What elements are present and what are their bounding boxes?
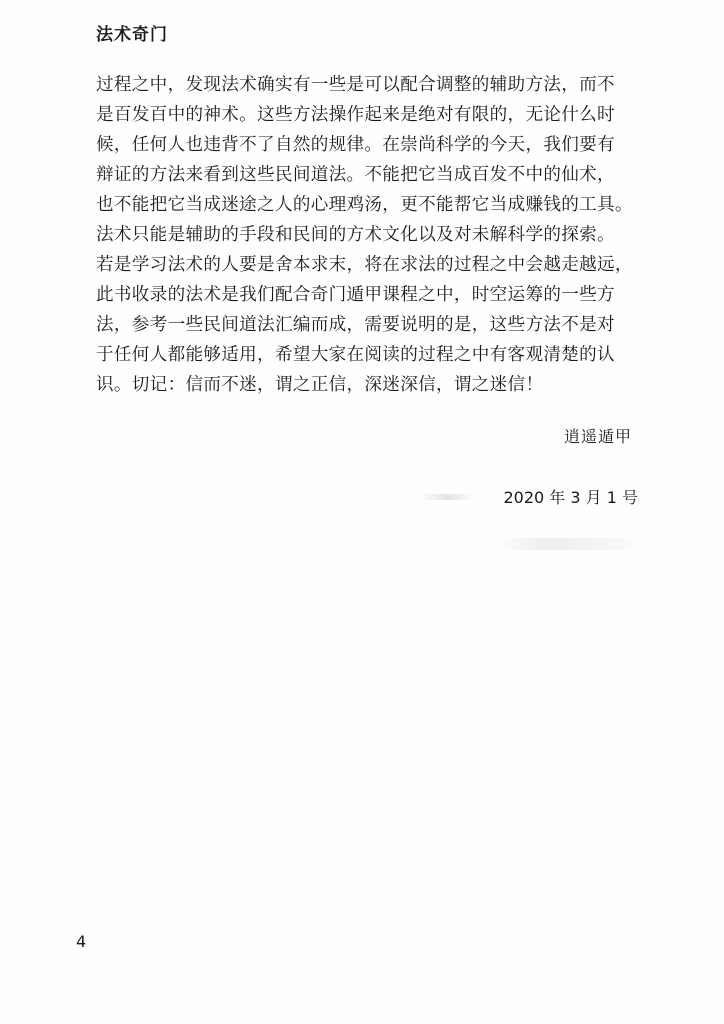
- body-line: 候，任何人也违背不了自然的规律。在崇尚科学的今天，我们要有: [96, 135, 615, 155]
- page-number: 4: [76, 932, 87, 951]
- body-line: 若是学习法术的人要是舍本求末，将在求法的过程之中会越走越远，: [96, 255, 633, 275]
- body-paragraph: [96, 70, 636, 400]
- body-line: 于任何人都能够适用，希望大家在阅读的过程之中有客观清楚的认: [96, 345, 615, 365]
- faint-bleedthrough-mark: [496, 538, 646, 550]
- body-line: 法，参考一些民间道法汇编而成，需要说明的是，这些方法不是对: [96, 315, 615, 335]
- body-line: 也不能把它当成迷途之人的心理鸡汤，更不能帮它当成赚钱的工具。: [96, 195, 633, 215]
- date-line: 2020 年 3 月 1 号: [503, 488, 638, 507]
- body-line: 辩证的方法来看到这些民间道法。不能把它当成百发不中的仙术，: [96, 165, 615, 185]
- body-line: 识。切记：信而不迷，谓之正信，深迷深信，谓之迷信！: [96, 375, 544, 395]
- author-signature: 逍遥遁甲: [563, 427, 632, 446]
- running-header-title: 法术奇门: [96, 25, 168, 45]
- faint-scan-mark: [420, 494, 475, 500]
- body-line: 此书收录的法术是我们配合奇门遁甲课程之中，时空运筹的一些方: [96, 285, 615, 305]
- body-line: 是百发百中的神术。这些方法操作起来是绝对有限的，无论什么时: [96, 105, 615, 125]
- body-line: 法术只能是辅助的手段和民间的方术文化以及对未解科学的探索。: [96, 225, 615, 245]
- body-line: 过程之中，发现法术确实有一些是可以配合调整的辅助方法，而不: [96, 75, 615, 95]
